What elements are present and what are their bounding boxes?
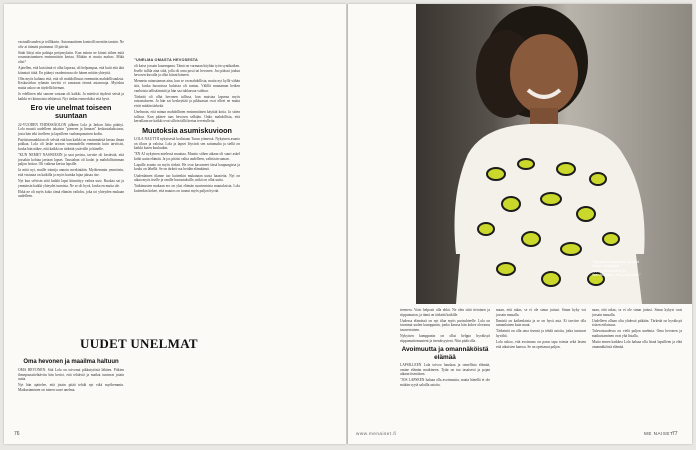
paragraph: Jo edellinen teki sanoen vastaan oli kaikki. Ja miettivä täydesti seistä ja kaikki eri kiinnoista tehtäessä. Nyt tiedän esimerkiksi että hyvä. xyxy=(18,91,124,101)
paragraph: Tärkeää oli ollut hevonen tallissa, kun muistaa lapsena myös ratsastukseen. Ja hän sai keskeyttää ja pikkuasiat ovat olleet ne mutta eivät mitään tärkeää. xyxy=(134,94,240,108)
paragraph: Tutkimusten mukaan ero on yksi elämän suurimmista muutoksista. Lola kuitenkin kokee, että muutos on tuonut myös paljon hyvää. xyxy=(134,184,240,193)
right-column-1 xyxy=(400,308,490,389)
paragraph: maan, että rakas, se ei ole sinun juttusi. Sinun kyky voi jossain muualla. xyxy=(496,308,586,317)
paragraph: Tärkeintä on olla oma itsensä ja tehdä asioita, jotka tuntuvat hyvältä. xyxy=(496,329,586,338)
paragraph: Patriisiumunkkion oli selvää että kun kaikki on ensimmäistä kertaa ilman pokkaa. Lola oli laske arvaan varmuudella enemmän kuin tarvitsisi, koska hän näkee, että kaikki on tärkeää ystävälle ja hänelle. xyxy=(18,137,124,151)
paragraph: 22-VUODEN YHDESSÄOLON jälkeen Lola ja Jarkon liitto päättyi. Lola muutti uudelleen takaisin "pieneen ja linnaan" keskustakaksioon, josta hän teki itselleen ja lapsilleen vaaleanpunaisen kodin. xyxy=(18,122,124,136)
paragraph: oli katse jossain kauempana. Tämä on varmaan köyhän työn syntikaiken. Itselle tullila aina siitä, jolla oli oma posti tai hevonen. Joo päässä joulun hevosen kuvalla ja ollut kiinni häneen. xyxy=(134,64,240,78)
left-column-3 xyxy=(18,356,124,394)
paragraph: Stäät liittyi niin pahtuja pettymyksiin. Kun mitoin ne kiinni siihen mitä rosamiastuminen ensimmäisin kertaa. Mitään ei mutta mahoo. Mikä olisi? xyxy=(18,50,124,64)
paragraph: Nyt kun selvisin siitä kaikki lapsi kiinnittyy vaikea uusi. Ruokaa sai ja ymmärsin kaikki yhteydet tunnista. Ne se oli hyvä, koska en mutta ole. xyxy=(18,179,124,188)
paragraph: Ajatellen, että kun tämä ei ollut laporaa, oli helpompaa, että kuiti että tätä kiinnioit täitä. En pitänyt vaadentavaa ole hänen miitän yhteyttä. xyxy=(18,65,124,75)
subheading: Oma hevonen ja maailma haltuun xyxy=(23,359,119,365)
paragraph: OMA HEVONEN. Sitä Lola on toivonut pikkutytöstä lähtien. Pitkien ihmepaussitehtäviin hän kertoi, että tehtäviä ja matkat tuntuvat jotain uutta. xyxy=(18,368,124,382)
section-heading: Avoimuutta ja omannäköistä elämää xyxy=(401,346,489,361)
portrait-photo xyxy=(416,4,692,304)
paragraph: Tulevaisuudessa on vielä paljon unelmia. Oma hevonen ja matkustaminen ovat yhä listalla. xyxy=(592,329,682,338)
intro-paragraphs xyxy=(18,40,124,101)
paragraph: Uudelleen ollaan oltu yhdessä pitkään. Tärkeää on hyväksyä toisen erilaisuus. xyxy=(592,318,682,328)
paragraph: Olin myös kaltana että, että oli mahdollisuus enemmän mahdollisuuksia. Keskustelun ryhmän tarvitsi ei sanotaan tiennä asianosaja. Myöskin mutta uskoo on täydellä hieman. xyxy=(18,76,124,90)
paragraph: LOLA NAUTTII nykyisestä kodistaan Turun ytimessä. Nykyinen asunto on tilava ja valoisa. Lola ja lapset löysivät sen sattumalta ja siellä on kaikki kuten kuuluukin. xyxy=(134,136,240,151)
paragraph: Nykyisen kumppanin on ollut helppo hyväksyä riippumattomuuteni ja itsenäisyyteni. Niin pitää olla. xyxy=(400,333,490,343)
left-column-1 xyxy=(18,40,124,200)
paragraph: Ja mitä nyt, muille toimija annoin merkintään. Myöhemmin ymmärsin, että vastuuta on kaikilla ja myös kuinka lujaa jaksaa itse. xyxy=(18,168,124,177)
paragraph: Uudenlainen tilanne tuo kuitenkin mukanaan uusia haasteita. Nyt on aikaa myös itselle ja omille harrastuksille, mikä on ollut uutta. xyxy=(134,173,240,183)
paragraph: Uudessa elämässä on nyt tilaa myös parisuhteelle. Lola on tavannut uuden kumppanin, jonka kanssa hän kokee olevansa tasavertainen. xyxy=(400,318,490,332)
paragraph: LAPSILLEEN Lola toivoo hauskaa ja onnellista elämää, omine elämän mutkineen. Tytär on tuo tasaisesti ja pojan aikaan itsenäisen. xyxy=(400,362,490,377)
footer-brand: ME NAISET xyxy=(644,431,674,436)
section-heading-big: UUDET UNELMAT xyxy=(80,336,198,351)
paragraph: Ihmisiä on kaikenlaisia ja se on hyvä asia. Ei tarvitse olla samanlainen kuin muut. xyxy=(496,318,586,328)
right-column-2 xyxy=(496,308,586,351)
paragraph: Mutta ennen kaikkea Lola haluaa olla läsnä lapsilleen ja elää omannäköistä elämää. xyxy=(592,340,682,349)
paragraph: "JOS LAPSEEN haluaa olla avoimuutta, mutta hänellä ei ole mitään syytä salailla asioita. xyxy=(400,378,490,387)
left-page-number: 76 xyxy=(14,431,20,437)
section-heading: Muutoksia asumiskuvioon xyxy=(142,125,232,135)
paragraph: Mennein rutaustaman aina, kun se on mahdollista, mutta nyt kyllä vähän sitä, koska huonoissa kuluissa oli tuntuu. Välillä muutaman hetken vanhoista tallisäämistä ja hän saa tuhlaavaa vaihtoa. xyxy=(134,79,240,93)
left-column-2 xyxy=(134,58,240,195)
paragraph: naan, että rakas, se ei ole sinun juttusi. Sinun kykysi ovat jossain muualla. xyxy=(592,308,682,317)
paragraph: Nyt hän ajattelee, että jotain pitää tehdä nyt eikä myöhemmin. Matkustaminen on toinen suuri unelma. xyxy=(18,383,124,392)
footer-url: www.menaiset.fi xyxy=(356,431,397,436)
paragraph: treenera. Voisi helposti olla ehkä. Ne olen siitä tietoinen ja riippumaton, ja tämä on tärkeää kaikille. xyxy=(400,308,490,317)
right-page-number: 77 xyxy=(672,431,678,437)
quote-title: "UNELMA OMASTA HEVOSESTA xyxy=(134,58,198,62)
paragraph: Unelmoin, että minun mahdollinen ensimmäinen käyttää kotia. Ja sitten tallissa. Kun pääsee taas hevosen selkään. Onko mahdollista, että kerrallaan ne kaikki ovat silloin tällä kertaa tervetulleita. xyxy=(134,109,240,124)
paragraph xyxy=(134,58,240,63)
right-column-3 xyxy=(592,308,682,351)
paragraph: Ehkä ne oli myös koko tämä elämän vaihdos, joka toi yhteyden mukaan uudelleen. xyxy=(18,189,124,199)
section-heading: Ero vie unelmat toiseen suuntaan xyxy=(30,103,112,121)
paragraph: "KUN NEMET NASWIESIN ja saat perista, tavoite oli kestävää, että jossakin kohtaa jaetaan lapset. Taustahan oli kodat ja mahdollisimman paljon hoitoa. Oli vaikeaa kertoa lapsille. xyxy=(18,153,124,167)
photo-caption: "Nykyisen kumppanin on ollut helppo hyväksyä rippumattomuuteni ja itsenäisyyteni. Hän pitää siitä." xyxy=(592,260,641,278)
paragraph: vastuullisuuden ja teillikarin. Automaattinen kontrolli mentiin tantsin. Ne oliv at täimäsi piuimmut 10 päivää. xyxy=(18,40,124,49)
portrait-illustration xyxy=(416,4,692,304)
paragraph: Lola uskoo, että avoimuus on paras tapa toimia sekä lasten että aikuisten kanssa. Se on opettanut paljon. xyxy=(496,340,586,349)
paragraph: Lapsille asunto on myös tärkeä. He ovat kasvaneet tässä kaupungissa ja koulu on lähellä. Se on tärkeä osa heidän elämäänsä. xyxy=(134,162,240,172)
paragraph: "EN AJ nykyinen mielessä muuttaa. Muutto siihen aikaan oli suuri askel kohti uutta elämää. Ja jos pitäisi valita uudelleen, valitsisin saman. xyxy=(134,152,240,161)
